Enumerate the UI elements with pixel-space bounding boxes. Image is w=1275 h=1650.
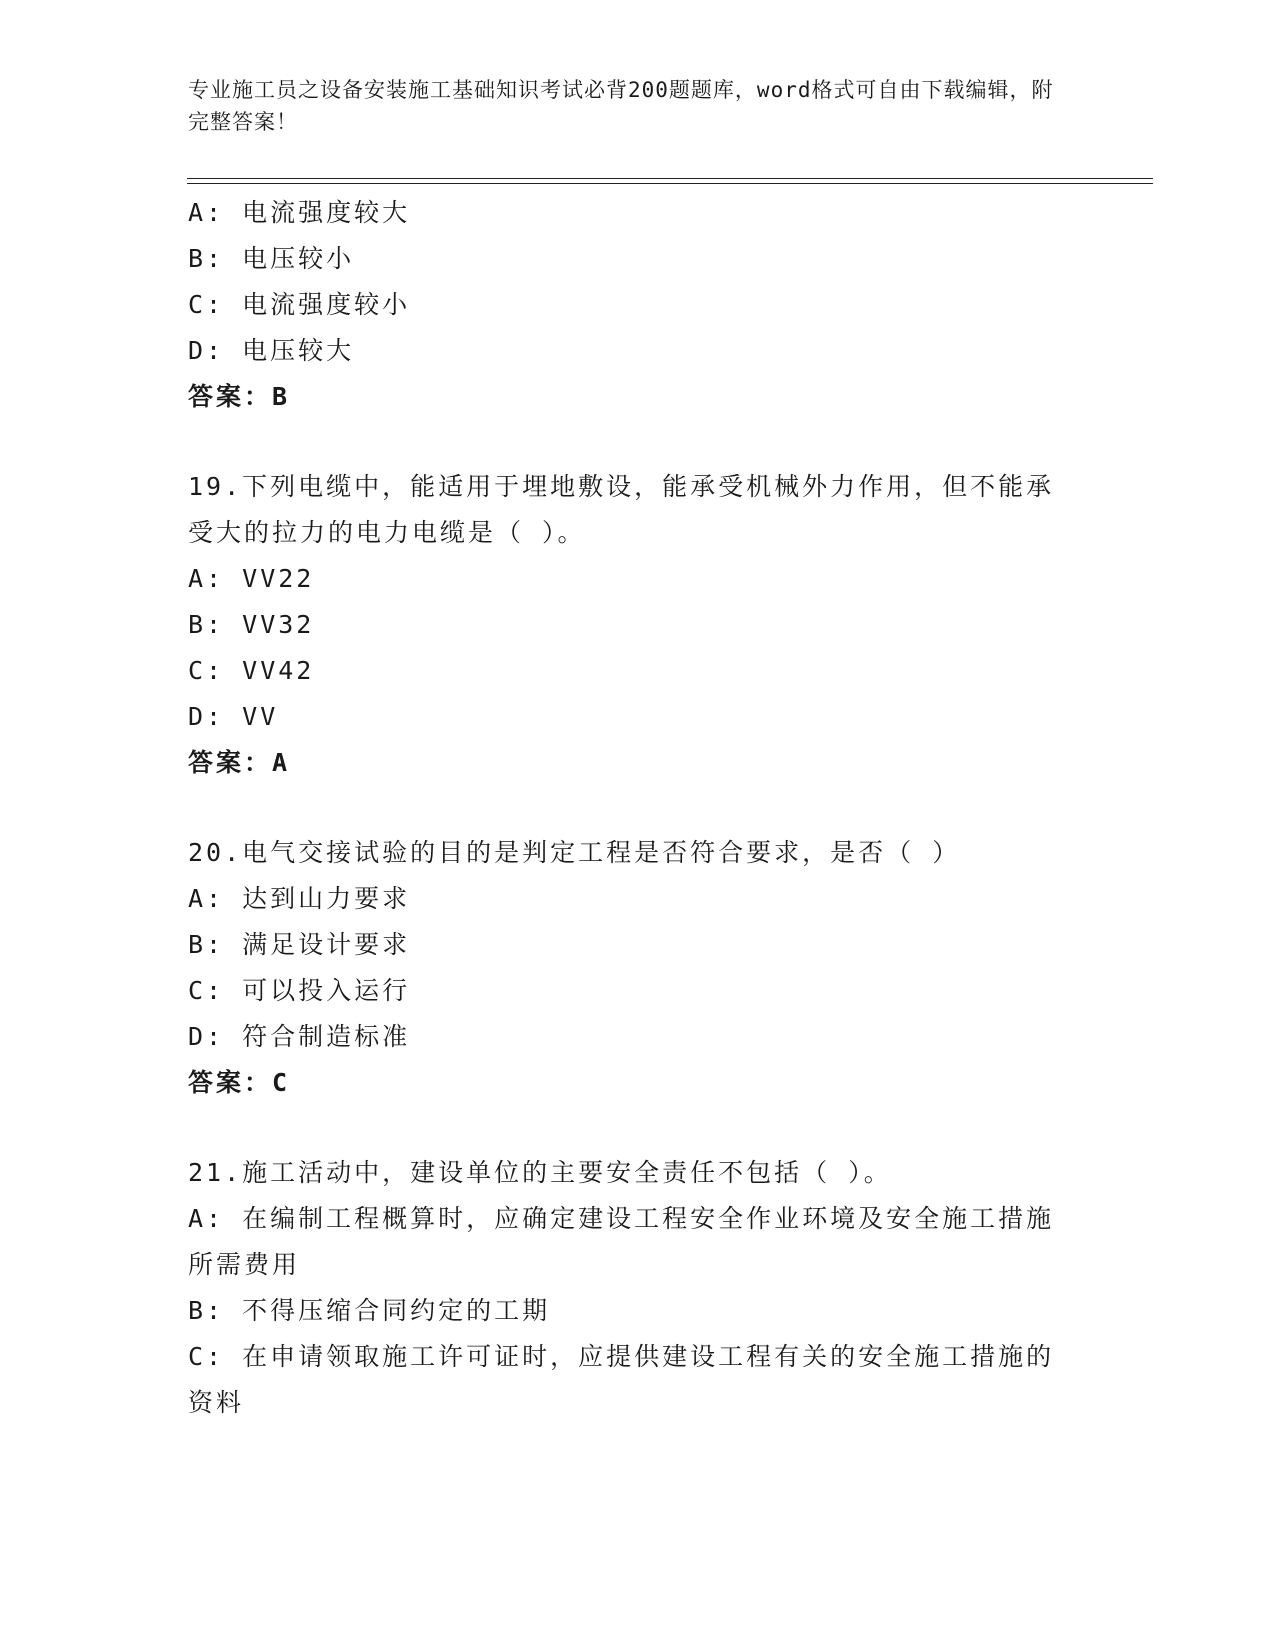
spacer (188, 1106, 1088, 1150)
answer: 答案：C (188, 1068, 291, 1097)
option-c: C: 在申请领取施工许可证时，应提供建设工程有关的安全施工措施的 (188, 1342, 1055, 1371)
header-title: 专业施工员之设备安装施工基础知识考试必背200题题库，word格式可自由下载编辑，附完整答案！ (188, 78, 1054, 134)
question-19 (188, 464, 1088, 786)
option-a: A: 达到山力要求 (188, 884, 411, 913)
question-20 (188, 830, 1088, 1106)
header-divider-top (187, 178, 1153, 179)
option-b: B: 不得压缩合同约定的工期 (188, 1296, 551, 1325)
option-a: A: 在编制工程概算时，应确定建设工程安全作业环境及安全施工措施 (188, 1204, 1055, 1233)
option-b: B: VV32 (188, 610, 315, 639)
question-list (188, 190, 1088, 1426)
option-c: C: 电流强度较小 (188, 290, 411, 319)
option-a: A: VV22 (188, 564, 315, 593)
option-a: A: 电流强度较大 (188, 198, 411, 227)
question-21 (188, 1150, 1088, 1426)
header-divider-bottom (187, 183, 1153, 184)
document-header (188, 74, 1068, 138)
question-stem-continued: 受大的拉力的电力电缆是（ ）。 (188, 518, 586, 547)
option-d: D: VV (188, 702, 279, 731)
question-stem: 21.施工活动中，建设单位的主要安全责任不包括（ ）。 (188, 1158, 892, 1187)
answer: 答案：B (188, 382, 291, 411)
option-c: C: 可以投入运行 (188, 976, 411, 1005)
question-stem: 20.电气交接试验的目的是判定工程是否符合要求，是否（ ） (188, 838, 961, 867)
question-18 (188, 190, 1088, 420)
option-a-continued: 所需费用 (188, 1250, 301, 1279)
option-c: C: VV42 (188, 656, 315, 685)
option-b: B: 满足设计要求 (188, 930, 411, 959)
option-c-continued: 资料 (188, 1388, 245, 1417)
option-b: B: 电压较小 (188, 244, 355, 273)
option-d: D: 符合制造标准 (188, 1022, 411, 1051)
option-d: D: 电压较大 (188, 336, 355, 365)
spacer (188, 786, 1088, 830)
answer: 答案：A (188, 748, 291, 777)
spacer (188, 420, 1088, 464)
question-stem: 19.下列电缆中，能适用于埋地敷设，能承受机械外力作用，但不能承 (188, 472, 1055, 501)
